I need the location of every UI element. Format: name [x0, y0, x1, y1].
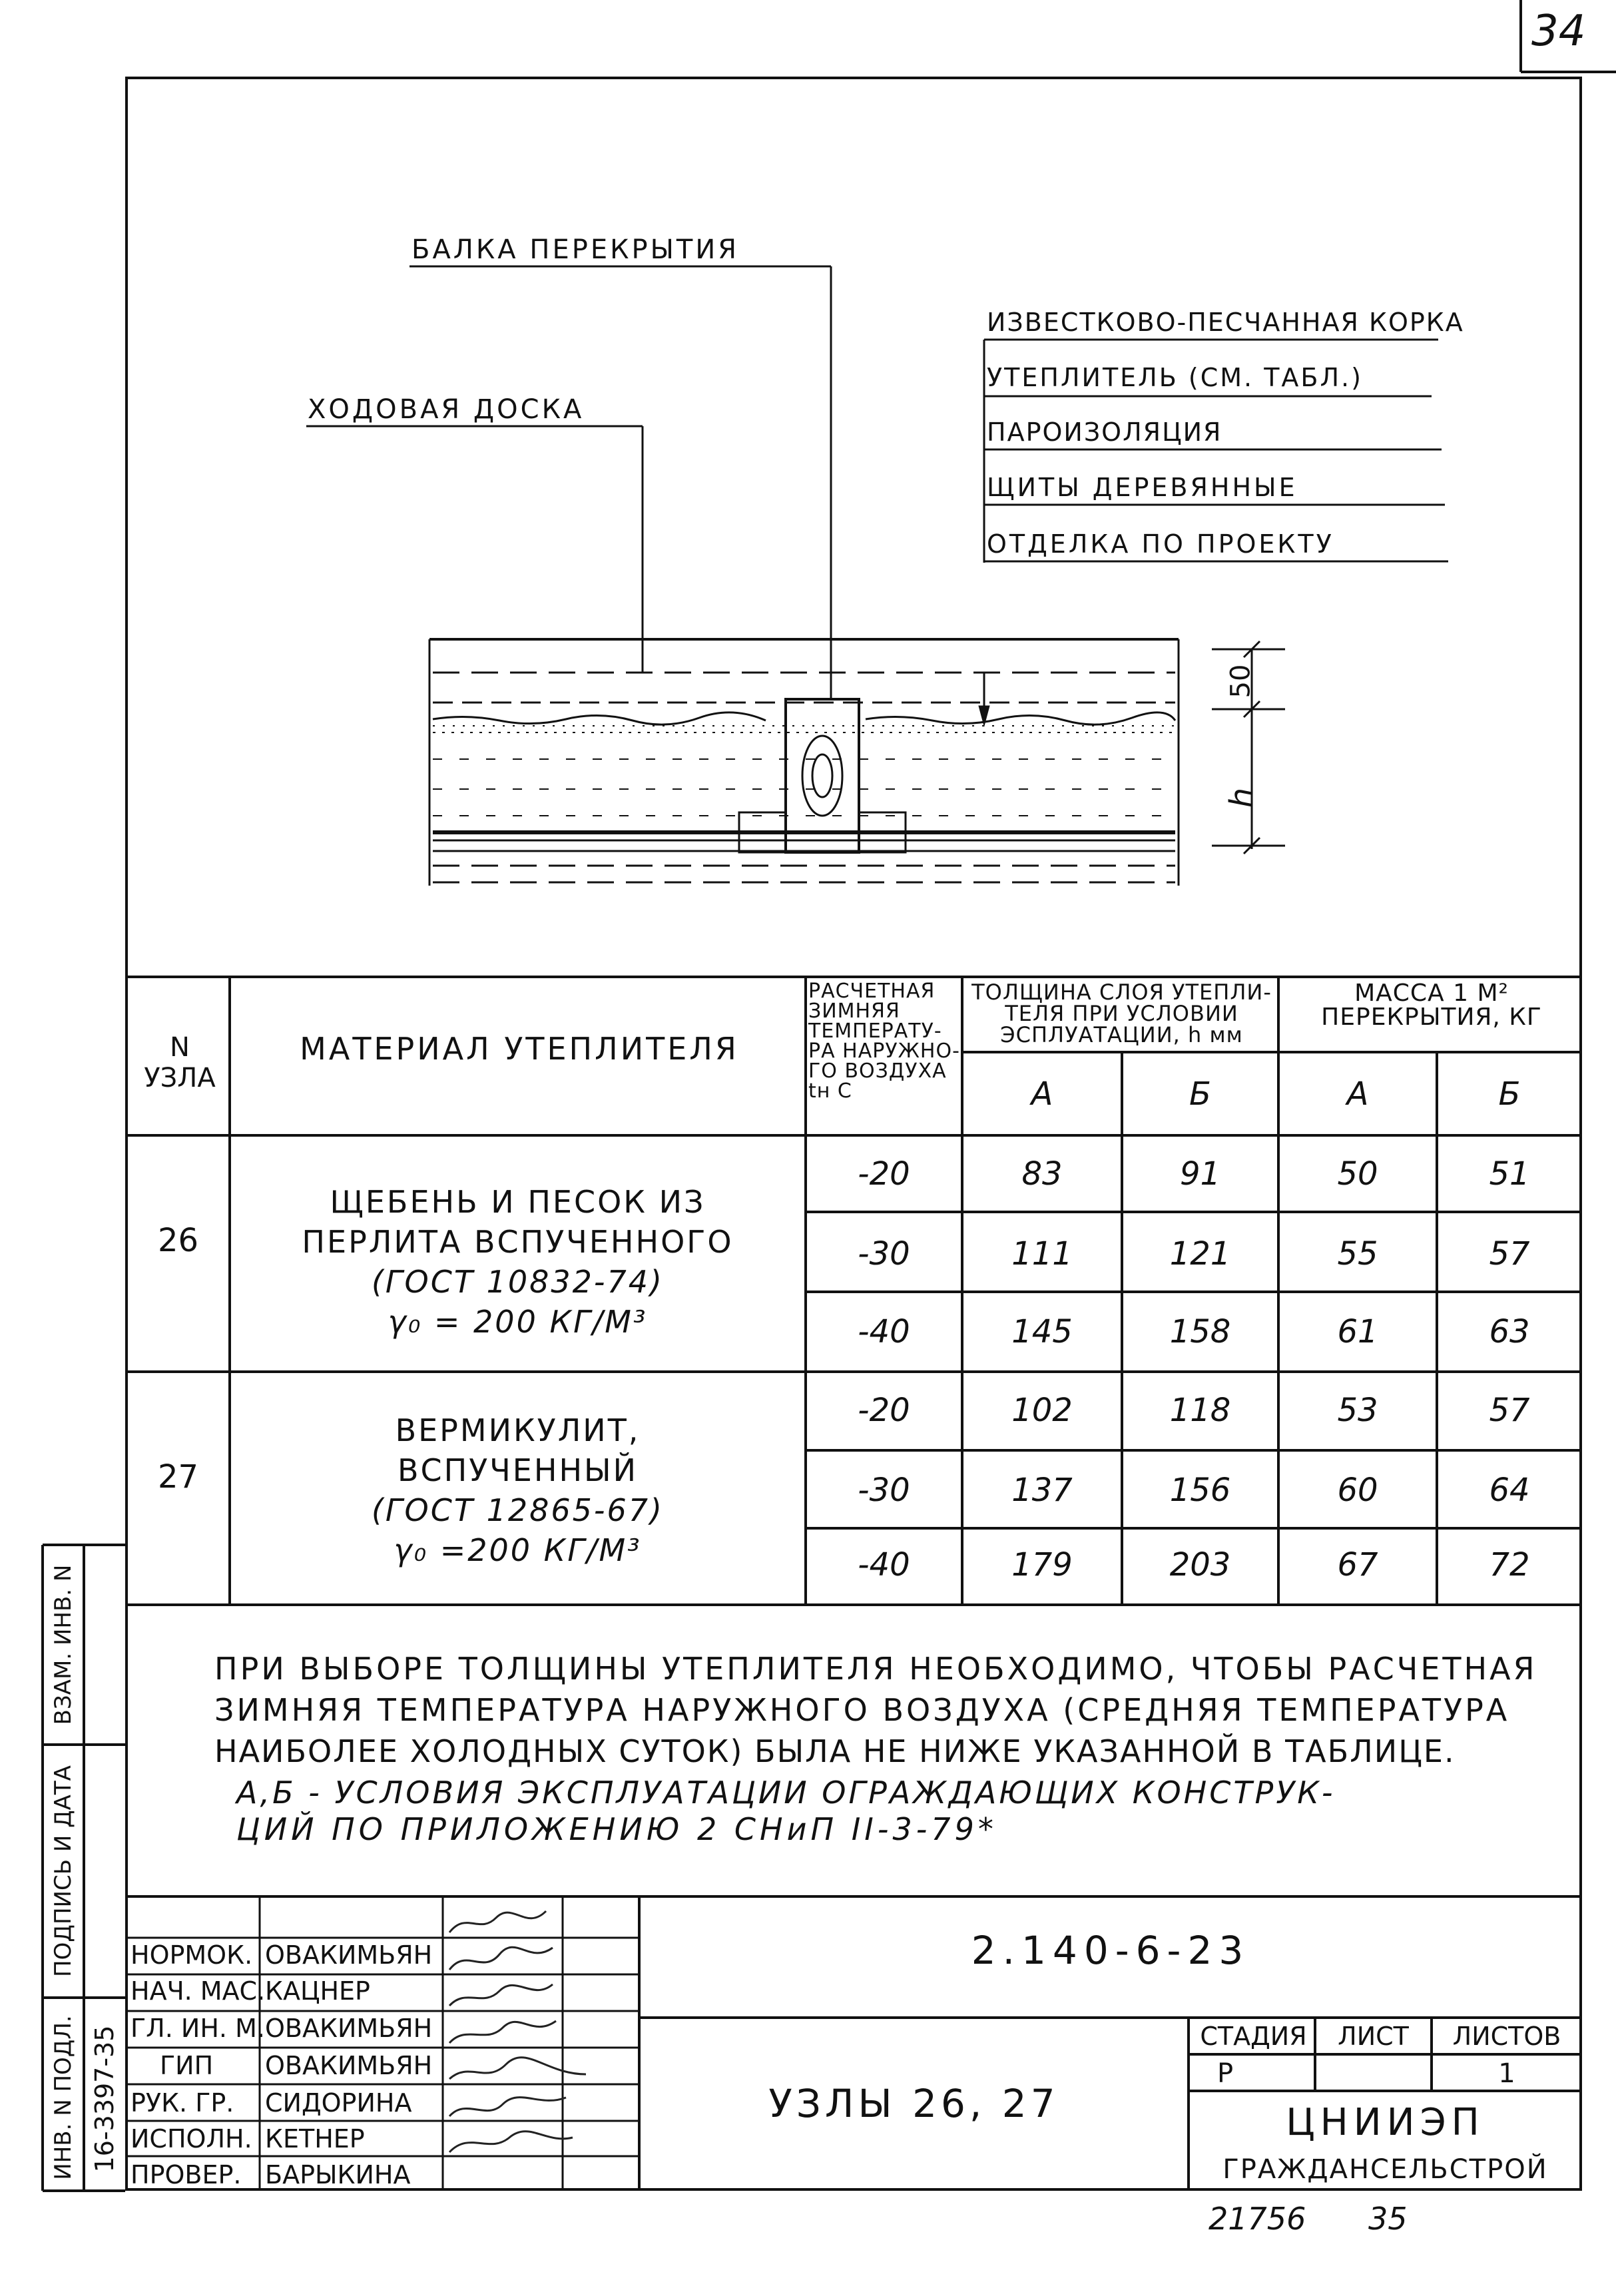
header-mass-b: Б [1498, 1075, 1521, 1113]
header-node: N УЗЛА [144, 1032, 216, 1093]
cell-27-3-hb: 203 [1169, 1546, 1231, 1583]
header-mass-a: А [1346, 1075, 1369, 1113]
stage-value: Р [1216, 2058, 1234, 2089]
cell-26-2-hb: 121 [1169, 1235, 1231, 1273]
cell-27-2-mb: 64 [1489, 1472, 1530, 1509]
material-27-line3: (ГОСТ 12865-67) [371, 1492, 665, 1528]
stamp-inv-podl-label: ИНВ. N ПОДЛ. [50, 2015, 77, 2180]
stamp-inv-podl-value: 16-3397-35 [90, 2025, 119, 2173]
material-26-line1: ЩЕБЕНЬ И ПЕСОК ИЗ [330, 1184, 706, 1220]
walkway-label: ХОДОВАЯ ДОСКА [308, 394, 585, 425]
header-thickness: ТОЛЩИНА СЛОЯ УТЕПЛИ-ТЕЛЯ ПРИ УСЛОВИИ ЭСПЛУАТАЦИИ, h мм [971, 980, 1272, 1047]
cell-27-2-ma: 60 [1337, 1472, 1378, 1509]
stamp-vzam-inv: ВЗАМ. ИНВ. N [50, 1564, 77, 1725]
stage-label: СТАДИЯ [1200, 2022, 1307, 2051]
layer-label-insulation: УТЕПЛИТЕЛЬ (СМ. ТАБЛ.) [987, 363, 1363, 392]
header-material: МАТЕРИАЛ УТЕПЛИТЕЛЯ [300, 1031, 739, 1067]
sheet-number: 34 [1531, 7, 1586, 56]
inventory-number: 21756 [1209, 2201, 1306, 2237]
layer-label-boards: ЩИТЫ ДЕРЕВЯННЫЕ [987, 473, 1298, 502]
note-line-1: ПРИ ВЫБОРЕ ТОЛЩИНЫ УТЕПЛИТЕЛЯ НЕОБХОДИМО, ЧТОБЫ РАСЧЕТНАЯ [214, 1651, 1537, 1687]
cell-27-1-ha: 102 [1011, 1392, 1073, 1429]
header-mass: МАССА 1 М² ПЕРЕКРЫТИЯ, КГ [1321, 980, 1542, 1031]
header-thickness-b: Б [1189, 1075, 1211, 1113]
cell-27-3-temp: -40 [858, 1546, 910, 1583]
cell-26-1-temp: -20 [858, 1155, 910, 1193]
material-27-line2: ВСПУЧЕННЫЙ [397, 1452, 639, 1488]
node-27: 27 [157, 1458, 199, 1496]
cell-26-1-hb: 91 [1179, 1155, 1221, 1193]
name-4: ОВАКИМЬЯН [265, 2051, 433, 2080]
material-27-line4: γ₀ =200 КГ/М³ [394, 1532, 642, 1568]
org-name-line2: ГРАЖДАНСЕЛЬСТРОЙ [1222, 2154, 1548, 2185]
dimension-50: 50 [1225, 664, 1256, 699]
role-7: ПРОВЕР. [131, 2160, 242, 2189]
org-name: ЦНИИЭП [1286, 2101, 1485, 2144]
sheets-label: ЛИСТОВ [1452, 2022, 1561, 2051]
cell-27-2-ha: 137 [1011, 1472, 1073, 1509]
beam-label: БАЛКА ПЕРЕКРЫТИЯ [411, 234, 740, 265]
node-26: 26 [157, 1222, 199, 1259]
role-1: НОРМОК. [131, 1940, 253, 1970]
cell-26-2-ma: 55 [1337, 1235, 1378, 1273]
drawing-title: УЗЛЫ 26, 27 [768, 2081, 1059, 2126]
name-6: КЕТНЕР [265, 2124, 365, 2153]
cell-26-1-mb: 51 [1489, 1155, 1530, 1193]
header-temperature: РАСЧЕТНАЯ ЗИМНЯЯ ТЕМПЕРАТУ-РА НАРУЖНО-ГО ВОЗДУХА tн С [808, 980, 960, 1103]
cell-27-1-mb: 57 [1489, 1392, 1530, 1429]
stamp-sign-date: ПОДПИСЬ И ДАТА [50, 1765, 77, 1977]
material-26-line3: (ГОСТ 10832-74) [371, 1264, 665, 1300]
role-4: ГИП [160, 2051, 214, 2080]
cell-27-3-mb: 72 [1489, 1546, 1530, 1583]
header-thickness-a: А [1031, 1075, 1053, 1113]
cell-26-3-temp: -40 [858, 1313, 910, 1350]
sheets-value: 1 [1498, 2058, 1515, 2089]
cell-26-2-temp: -30 [858, 1235, 910, 1273]
cell-27-2-temp: -30 [858, 1472, 910, 1509]
cell-26-1-ha: 83 [1021, 1155, 1063, 1193]
role-3: ГЛ. ИН. М. [131, 2014, 265, 2043]
cell-26-3-ma: 61 [1337, 1313, 1378, 1350]
name-3: ОВАКИМЬЯН [265, 2014, 433, 2043]
material-26-line4: γ₀ = 200 КГ/М³ [388, 1304, 648, 1340]
material-26-line2: ПЕРЛИТА ВСПУЧЕННОГО [302, 1224, 734, 1260]
cell-27-3-ha: 179 [1011, 1546, 1073, 1583]
cell-27-1-ma: 53 [1337, 1392, 1378, 1429]
note-line-5: ЦИЙ ПО ПРИЛОЖЕНИЮ 2 СНиП II-3-79* [236, 1811, 997, 1847]
role-6: ИСПОЛН. [131, 2124, 252, 2153]
layer-label-finish: ОТДЕЛКА ПО ПРОЕКТУ [987, 529, 1334, 559]
layer-label-vapor-barrier: ПАРОИЗОЛЯЦИЯ [987, 418, 1222, 447]
note-line-2: ЗИМНЯЯ ТЕМПЕРАТУРА НАРУЖНОГО ВОЗДУХА (СРЕДНЯЯ ТЕМПЕРАТУРА [214, 1692, 1510, 1728]
cell-26-3-hb: 158 [1169, 1313, 1231, 1350]
sheet-label: ЛИСТ [1338, 2022, 1409, 2051]
name-7: БАРЫКИНА [265, 2160, 411, 2189]
cell-26-2-mb: 57 [1489, 1235, 1530, 1273]
note-line-4: А,Б - УСЛОВИЯ ЭКСПЛУАТАЦИИ ОГРАЖДАЮЩИХ КОНСТРУК- [236, 1775, 1336, 1811]
cell-26-2-ha: 111 [1011, 1235, 1073, 1273]
role-2: НАЧ. МАС. [131, 1976, 266, 2006]
name-1: ОВАКИМЬЯН [265, 1940, 433, 1970]
doc-code: 2.140-6-23 [971, 1928, 1250, 1973]
cell-27-3-ma: 67 [1337, 1546, 1378, 1583]
note-line-3: НАИБОЛЕЕ ХОЛОДНЫХ СУТОК) БЫЛА НЕ НИЖЕ УКАЗАННОЙ В ТАБЛИЦЕ. [214, 1733, 1456, 1769]
cell-26-3-ha: 145 [1011, 1313, 1073, 1350]
name-5: СИДОРИНА [265, 2088, 412, 2118]
cell-27-2-hb: 156 [1169, 1472, 1231, 1509]
role-5: РУК. ГР. [131, 2088, 234, 2118]
copy-number: 35 [1368, 2201, 1408, 2237]
name-2: КАЦНЕР [265, 1976, 370, 2006]
cell-27-1-hb: 118 [1169, 1392, 1231, 1429]
cell-26-3-mb: 63 [1489, 1313, 1530, 1350]
material-27-line1: ВЕРМИКУЛИТ, [395, 1412, 641, 1448]
layer-label-crust: ИЗВЕСТКОВО-ПЕСЧАННАЯ КОРКА [987, 308, 1464, 337]
cell-27-1-temp: -20 [858, 1392, 910, 1429]
cell-26-1-ma: 50 [1337, 1155, 1378, 1193]
dimension-h: h [1223, 787, 1261, 808]
